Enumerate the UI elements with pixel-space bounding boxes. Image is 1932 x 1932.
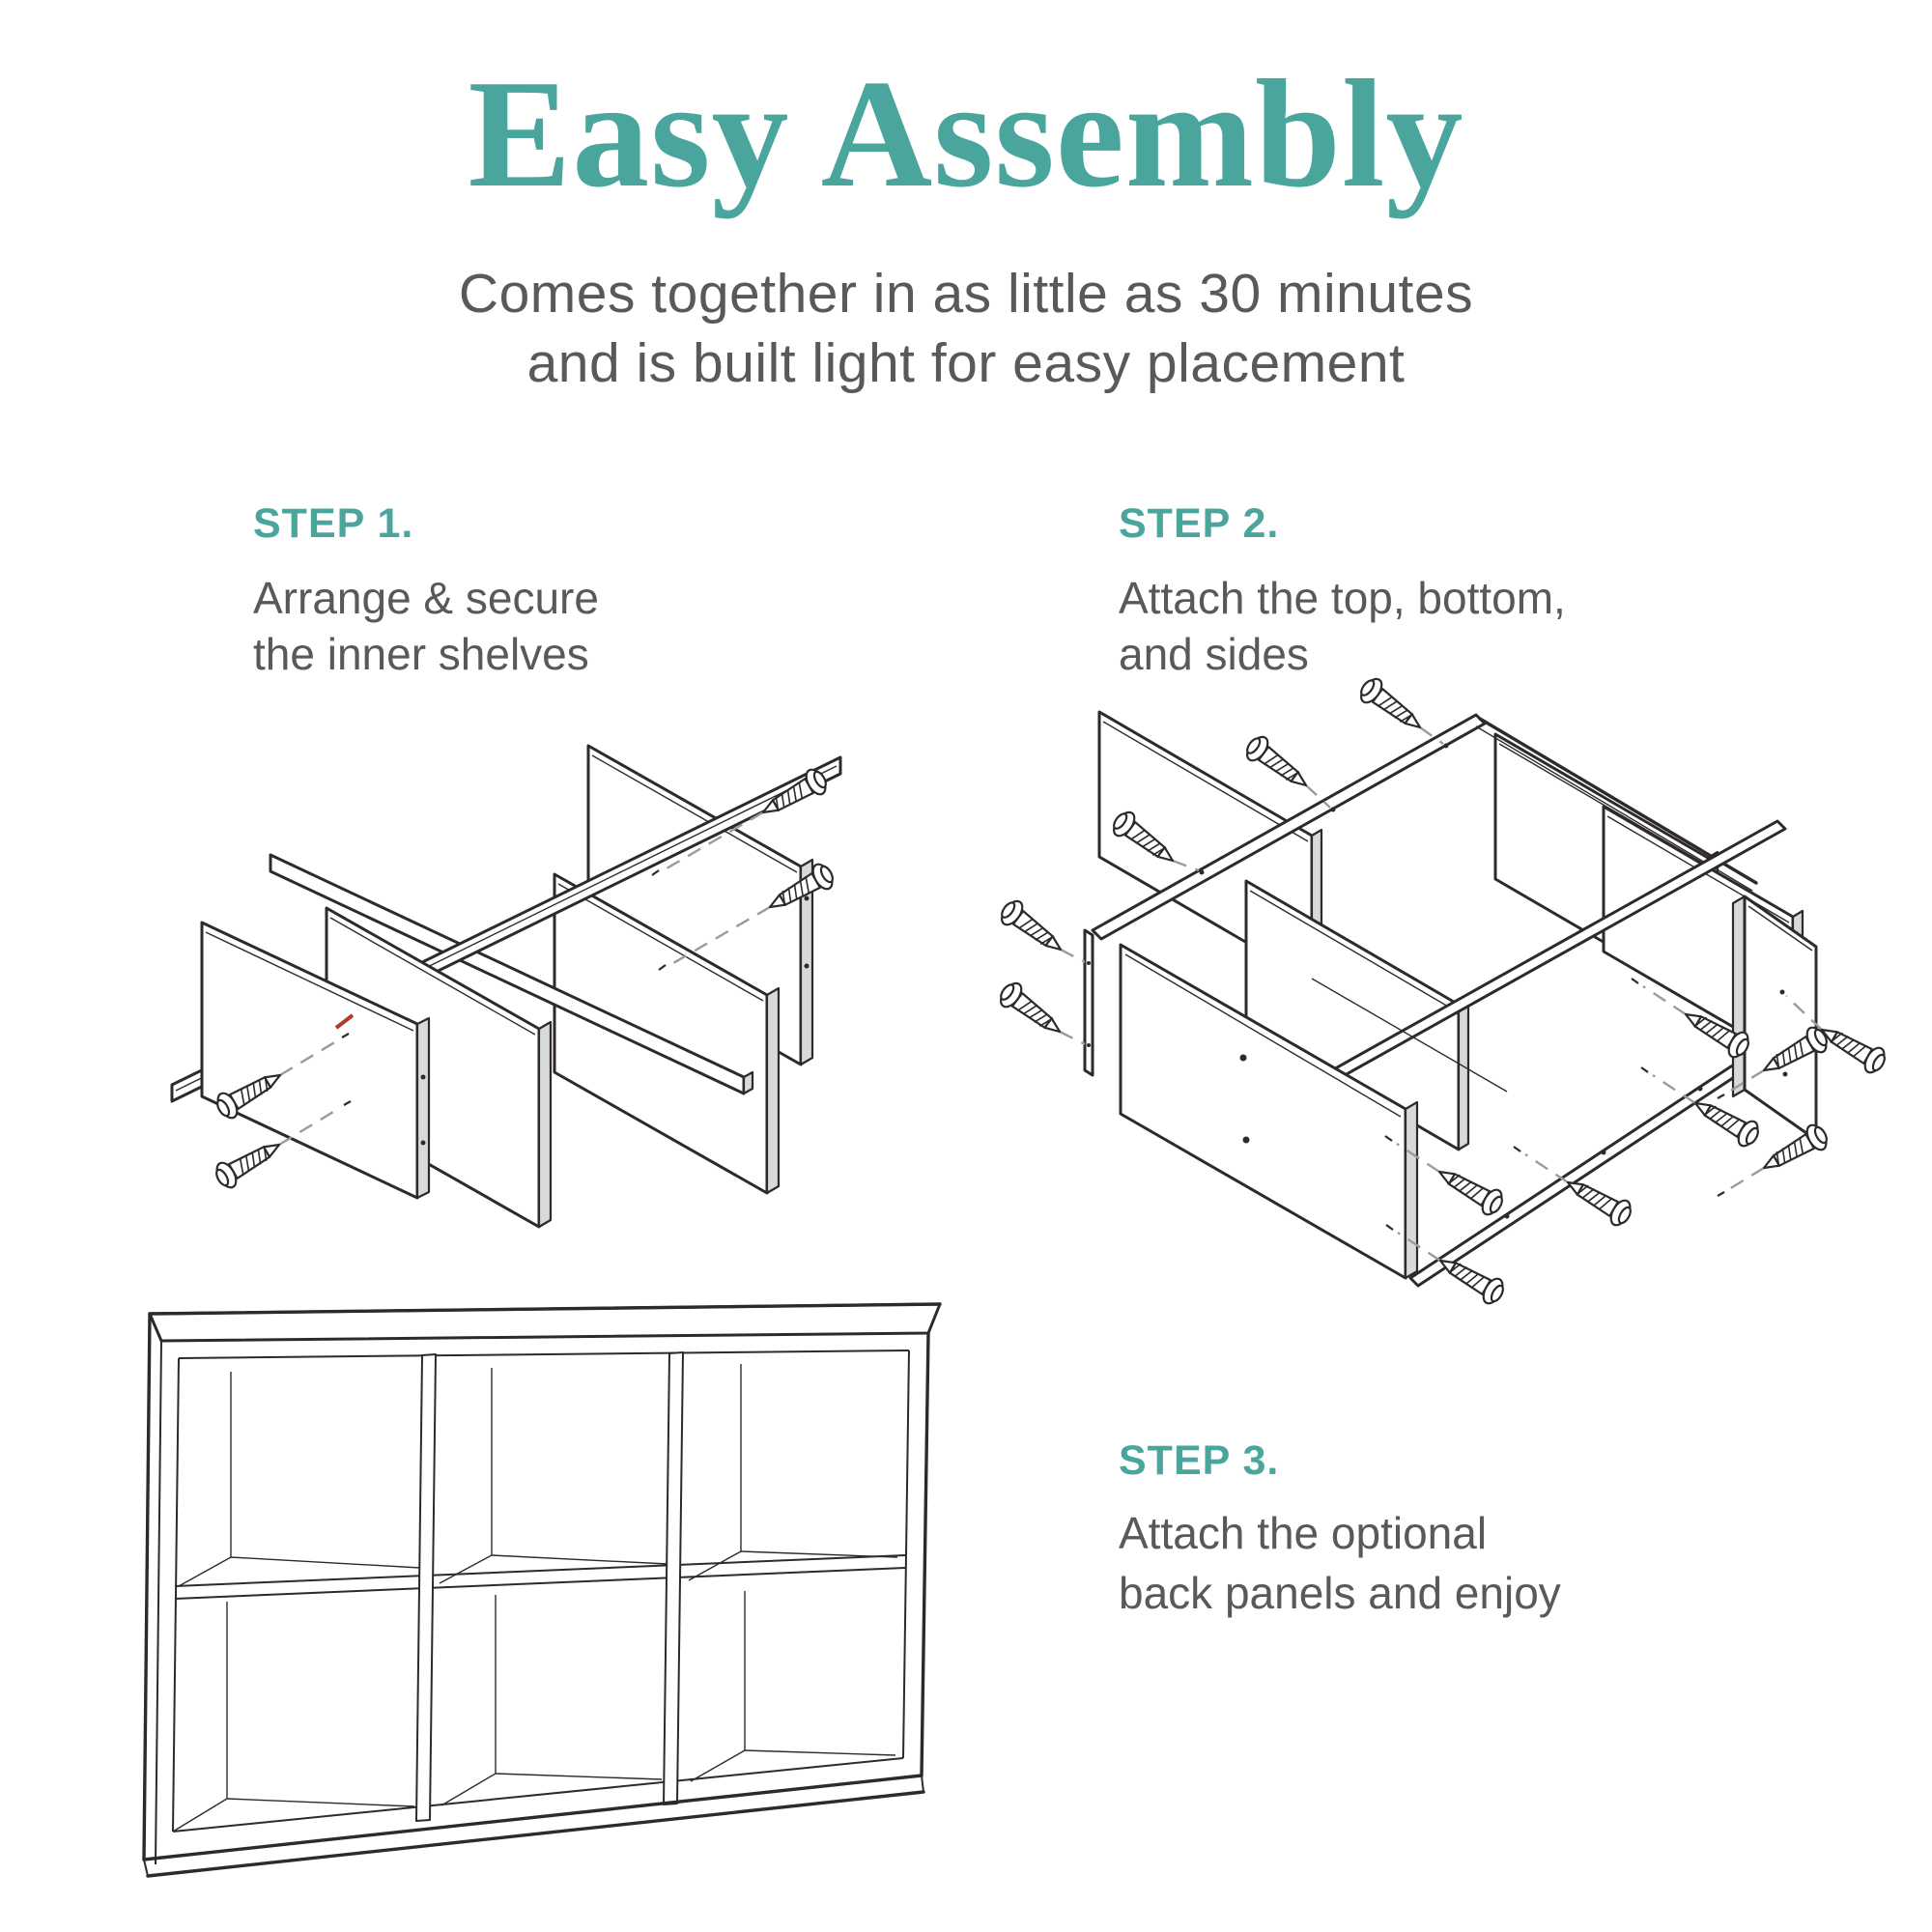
step-3-desc-line-1: Attach the optional	[1119, 1508, 1488, 1558]
step-2-frame-attachment-diagram	[966, 652, 1893, 1396]
page-title: Easy Assembly	[468, 47, 1464, 219]
page-subtitle	[0, 259, 1932, 398]
step-1-desc-line-2: the inner shelves	[253, 629, 589, 679]
step-2-desc-line-2: and sides	[1119, 629, 1309, 679]
step-3-desc-line-2: back panels and enjoy	[1119, 1568, 1561, 1618]
step-2-desc-line-1: Attach the top, bottom,	[1119, 573, 1566, 623]
step-3-label: STEP 3.	[1119, 1437, 1280, 1484]
subtitle-line-1: Comes together in as little as 30 minutes	[458, 263, 1474, 325]
cube-organizer	[144, 1304, 940, 1876]
step-1-label: STEP 1.	[253, 500, 414, 547]
subtitle-line-2: and is built light for easy placement	[526, 332, 1406, 394]
step-1-description	[253, 570, 599, 682]
screw-icon	[1242, 732, 1315, 796]
step-3-assembled-organizer-diagram	[101, 1294, 961, 1922]
screw-icon	[212, 1133, 286, 1191]
screw-icon	[1433, 1160, 1507, 1218]
screw-icon	[996, 979, 1068, 1042]
screw-icon	[1757, 1122, 1832, 1179]
step-1-desc-line-1: Arrange & secure	[253, 573, 599, 623]
step-3-description	[1119, 1503, 1561, 1623]
step-1-inner-shelves-diagram	[126, 691, 947, 1328]
screw-icon	[997, 896, 1069, 960]
left-side-panel	[1085, 930, 1093, 1075]
step-2-label: STEP 2.	[1119, 500, 1280, 547]
screw-icon	[1356, 674, 1429, 738]
